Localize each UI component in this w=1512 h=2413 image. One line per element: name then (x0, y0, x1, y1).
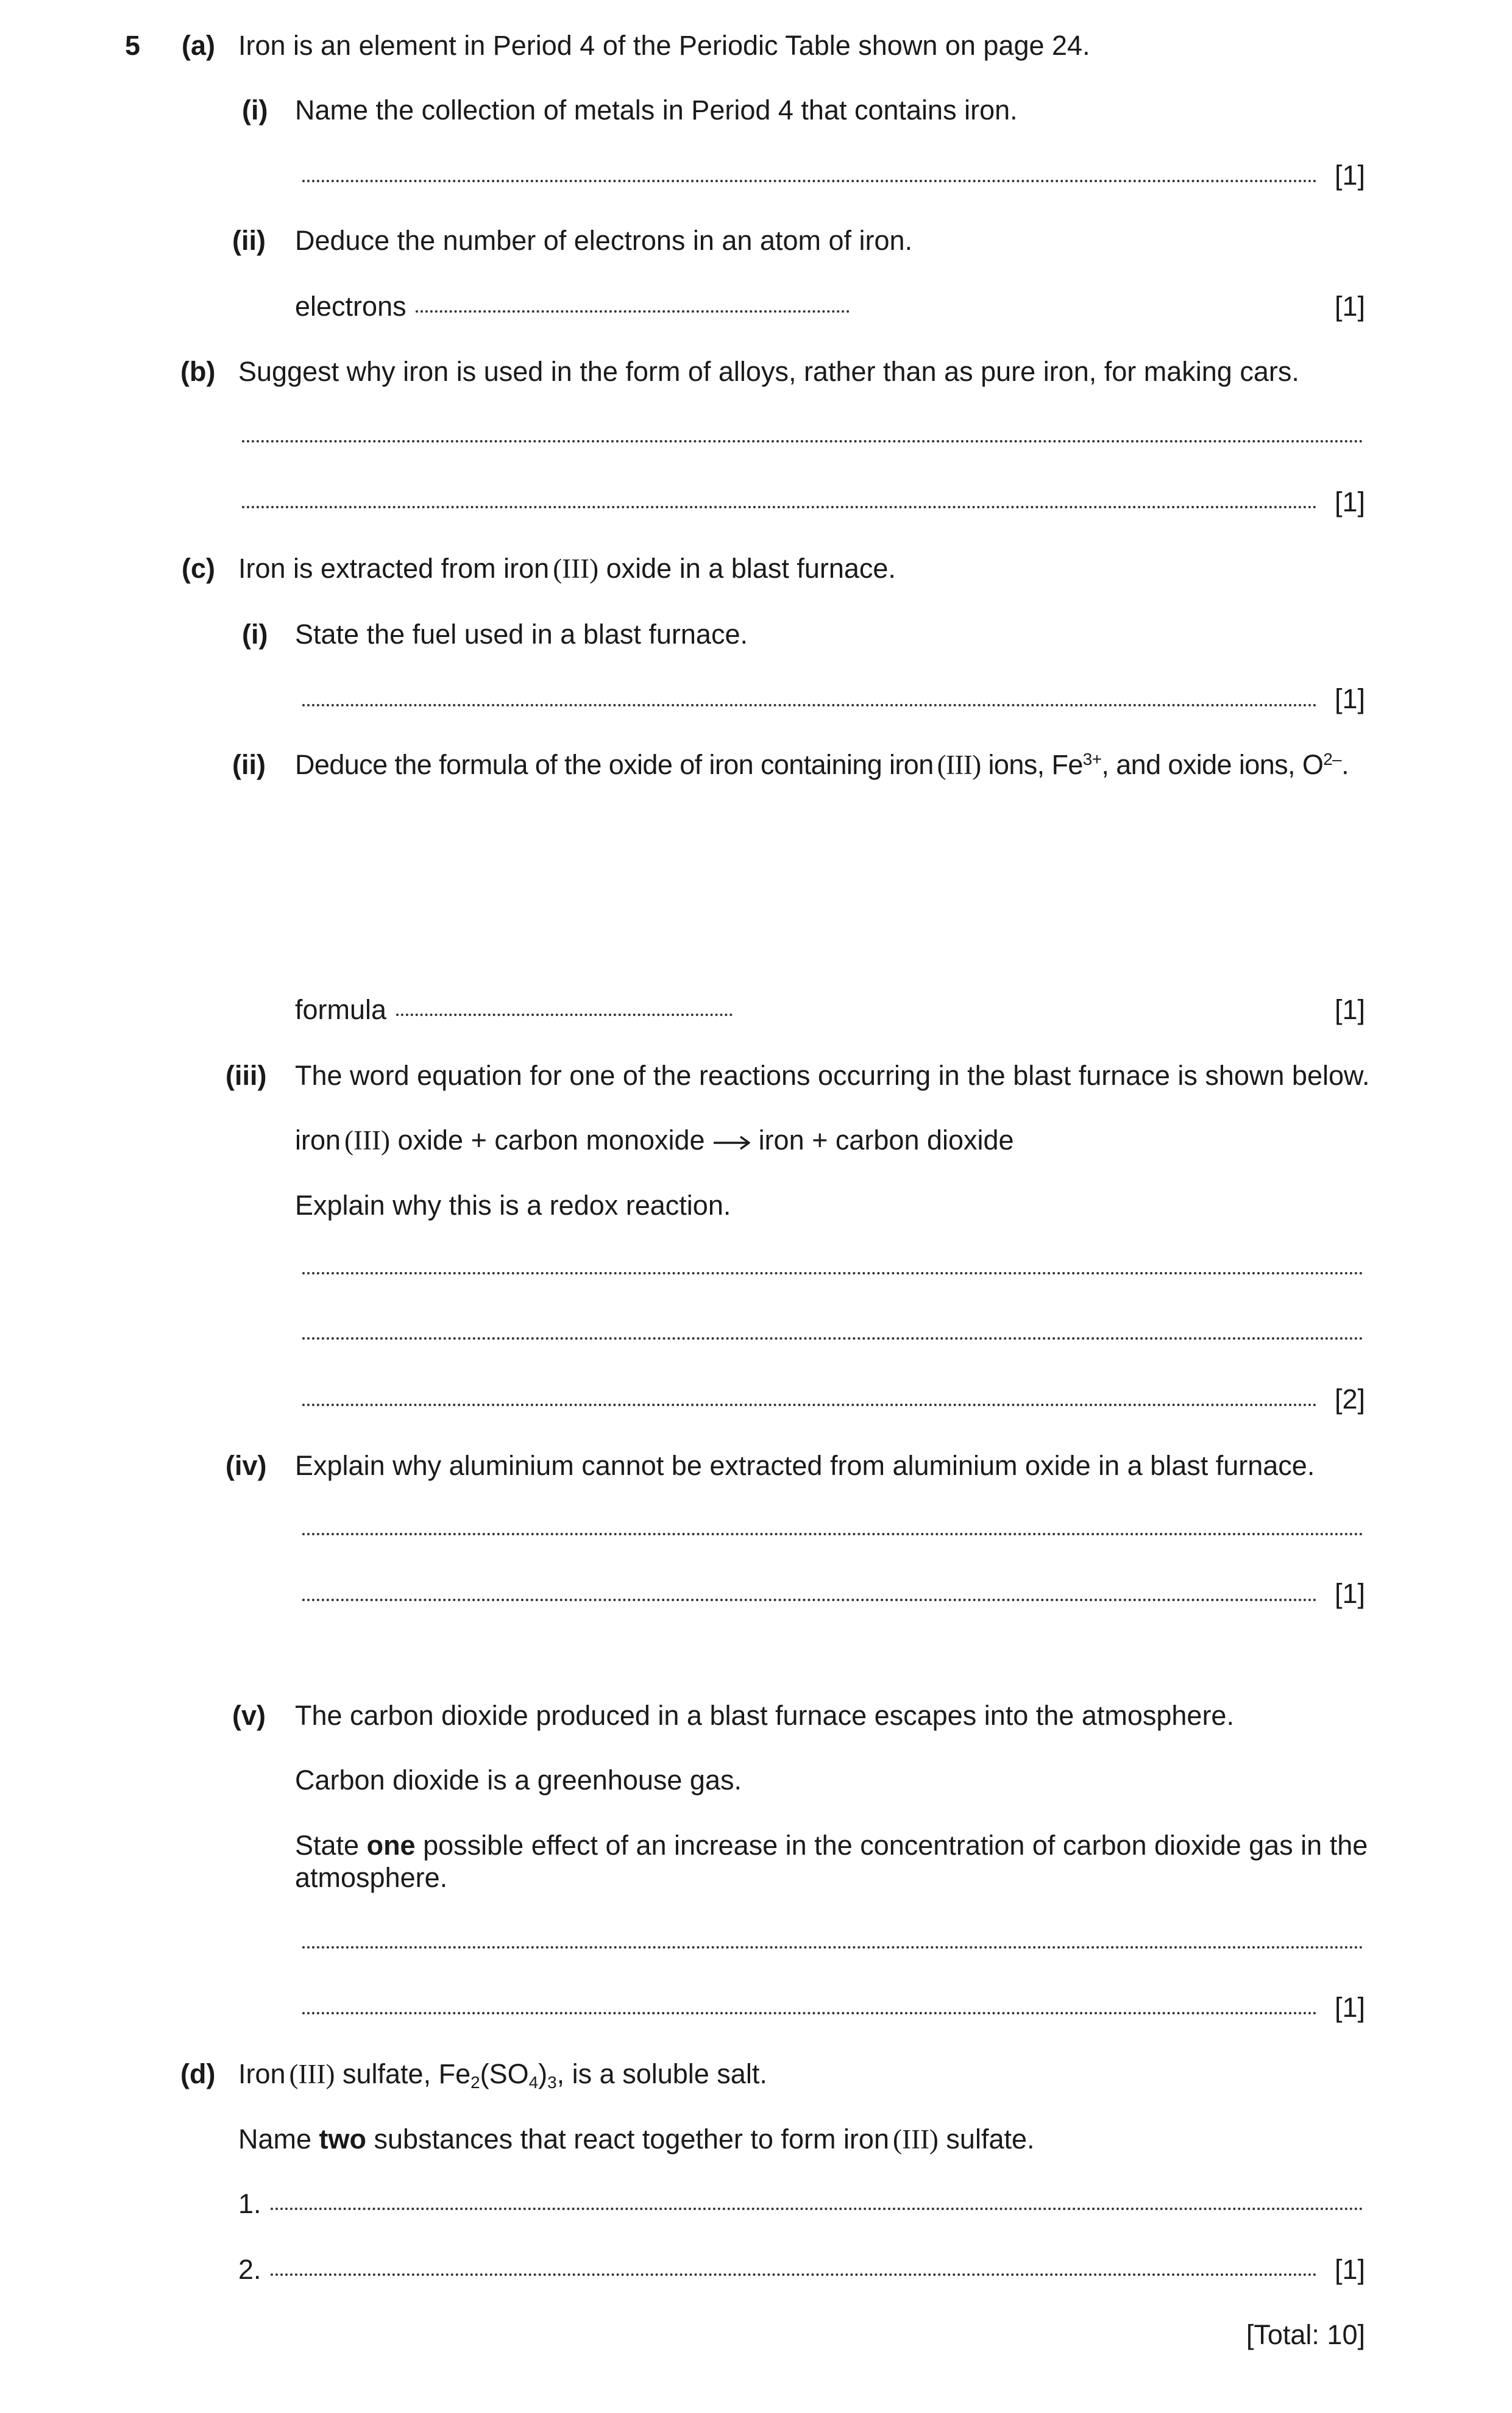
mark-allocation: [1] (1334, 160, 1365, 191)
answer-line[interactable] (302, 1946, 1363, 1949)
answer-prefix-formula: formula (295, 994, 387, 1025)
answer-line[interactable] (302, 1599, 1317, 1601)
answer-line[interactable] (242, 506, 1317, 508)
word-equation: iron (III) oxide + carbon monoxide iron + carbon dioxide (295, 1125, 1014, 1156)
mark-allocation: [2] (1334, 1384, 1365, 1415)
answer-line[interactable] (271, 2208, 1363, 2210)
part-c-iii-label: (iii) (225, 1060, 267, 1091)
answer-line[interactable] (302, 180, 1317, 182)
mark-allocation: [1] (1334, 1992, 1365, 2023)
part-c-v-text2: Carbon dioxide is a greenhouse gas. (295, 1764, 742, 1796)
answer-line[interactable] (302, 704, 1317, 706)
mark-allocation: [1] (1334, 1578, 1365, 1609)
part-a-label: (a) (182, 30, 215, 61)
part-c-ii-label: (ii) (232, 749, 266, 780)
part-a-i-label: (i) (242, 94, 268, 126)
answer-line[interactable] (416, 310, 850, 313)
answer-prefix-electrons: electrons (295, 291, 406, 322)
mark-allocation: [1] (1334, 2254, 1365, 2285)
part-c-v-label: (v) (232, 1700, 266, 1731)
mark-allocation: [1] (1334, 994, 1365, 1025)
part-d-label: (d) (180, 2058, 216, 2089)
mark-allocation: [1] (1334, 486, 1365, 517)
part-c-label: (c) (182, 553, 215, 584)
reaction-arrow-icon (712, 1134, 751, 1152)
part-d-prompt: Name two substances that react together to form iron (III) sulfate. (238, 2123, 1035, 2155)
part-c-iv-text: Explain why aluminium cannot be extracted from aluminium oxide in a blast furnace. (295, 1450, 1315, 1481)
part-c-v-text3-line2: atmosphere. (295, 1862, 448, 1893)
part-a-text: Iron is an element in Period 4 of the Periodic Table shown on page 24. (238, 30, 1090, 61)
part-b-text: Suggest why iron is used in the form of alloys, rather than as pure iron, for making cars. (238, 356, 1299, 387)
answer-item-2-label: 2. (238, 2254, 261, 2285)
part-c-text: Iron is extracted from iron (III) oxide in a blast furnace. (238, 553, 896, 584)
part-a-ii-text: Deduce the number of electrons in an atom of iron. (295, 225, 913, 256)
mark-allocation: [1] (1334, 291, 1365, 322)
part-c-i-text: State the fuel used in a blast furnace. (295, 619, 748, 650)
answer-line[interactable] (302, 1272, 1363, 1274)
part-c-ii-text: Deduce the formula of the oxide of iron containing iron (III) ions, $Fe^{3+}$, and oxide ions, $O^{2-}$. (295, 749, 1349, 780)
part-d-text: Iron (III) sulfate, $Fe_2(SO_4)_3$, is a soluble salt. (238, 2058, 767, 2092)
part-c-v-text3: State one possible effect of an increase in the concentration of carbon dioxide gas in the (295, 1830, 1368, 1861)
question-number: 5 (125, 30, 141, 61)
part-a-i-text: Name the collection of metals in Period 4 that contains iron. (295, 94, 1018, 126)
part-a-ii-label: (ii) (232, 225, 266, 256)
part-c-iii-text: The word equation for one of the reactions occurring in the blast furnace is shown below. (295, 1060, 1370, 1091)
part-c-iii-prompt: Explain why this is a redox reaction. (295, 1190, 731, 1221)
answer-line[interactable] (302, 1533, 1363, 1535)
answer-line[interactable] (396, 1014, 733, 1016)
part-c-iv-label: (iv) (225, 1450, 267, 1481)
answer-line[interactable] (302, 1404, 1317, 1406)
answer-item-1-label: 1. (238, 2188, 261, 2219)
mark-allocation: [1] (1334, 683, 1365, 714)
answer-line[interactable] (242, 440, 1363, 442)
answer-line[interactable] (302, 1337, 1363, 1340)
part-b-label: (b) (180, 356, 216, 387)
part-c-i-label: (i) (242, 619, 268, 650)
answer-line[interactable] (302, 2012, 1317, 2014)
part-c-v-text1: The carbon dioxide produced in a blast furnace escapes into the atmosphere. (295, 1700, 1234, 1731)
total-marks: [Total: 10] (1246, 2319, 1365, 2350)
answer-line[interactable] (271, 2273, 1317, 2276)
